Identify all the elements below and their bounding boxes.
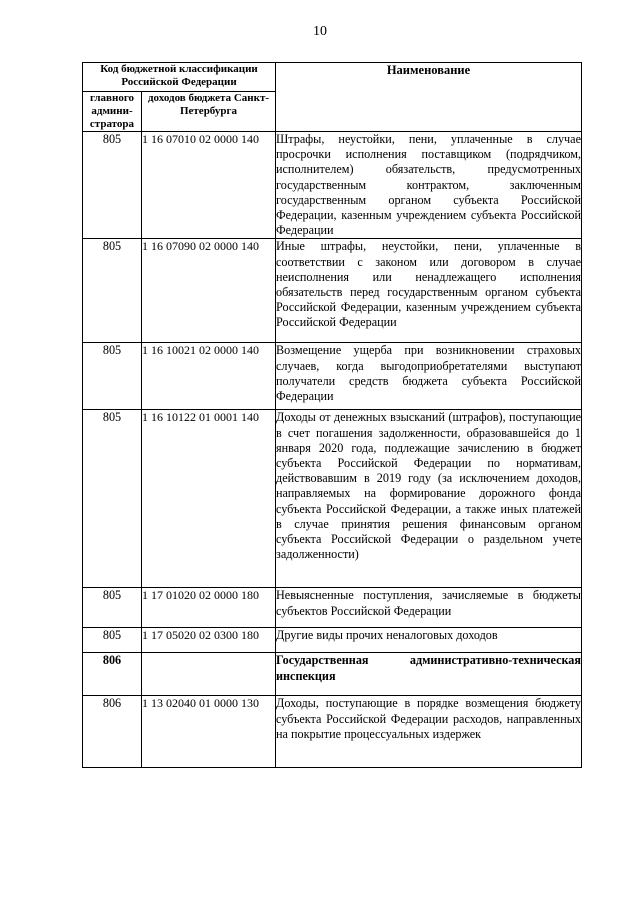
table-row xyxy=(83,588,582,628)
table-header-row xyxy=(83,63,582,92)
cell-admin-code: 805 xyxy=(83,588,142,628)
header-budget-classification-code: Код бюджетной классификации Российской Федерации xyxy=(83,63,276,92)
cell-income-code xyxy=(142,653,276,696)
table-row xyxy=(83,239,582,343)
cell-admin-code: 805 xyxy=(83,628,142,653)
cell-admin-code: 805 xyxy=(83,343,142,410)
cell-admin-code: 806 xyxy=(83,653,142,696)
cell-income-code: 1 17 05020 02 0300 180 xyxy=(142,628,276,653)
cell-name: Возмещение ущерба при возникновении страховых случаев, когда выгодоприобретателями выступают получатели средств бюджета субъекта Российской Федерации xyxy=(276,343,582,410)
table-row xyxy=(83,696,582,768)
table-row xyxy=(83,343,582,410)
cell-income-code: 1 17 01020 02 0000 180 xyxy=(142,588,276,628)
table-row xyxy=(83,410,582,588)
header-name: Наименование xyxy=(276,63,582,132)
cell-name: Невыясненные поступления, зачисляемые в бюджеты субъектов Российской Федерации xyxy=(276,588,582,628)
budget-classification-table xyxy=(82,62,582,768)
cell-admin-code: 805 xyxy=(83,132,142,239)
cell-income-code: 1 16 10122 01 0001 140 xyxy=(142,410,276,588)
table-row-section-heading xyxy=(83,653,582,696)
cell-name: Государственная административно-техническая инспекция xyxy=(276,653,582,696)
cell-income-code: 1 16 10021 02 0000 140 xyxy=(142,343,276,410)
cell-name: Доходы, поступающие в порядке возмещения бюджету субъекта Российской Федерации расходов, направленных на покрытие процессуальных издержек xyxy=(276,696,582,768)
cell-admin-code: 805 xyxy=(83,410,142,588)
cell-income-code: 1 13 02040 01 0000 130 xyxy=(142,696,276,768)
table-row xyxy=(83,628,582,653)
page-number: 10 xyxy=(313,24,327,39)
cell-name: Штрафы, неустойки, пени, уплаченные в случае просрочки исполнения поставщиком (подрядчиком, исполнителем) обязательств, предусмотренных государственным контрактом, заключенным государственным органом субъекта Российской Федерации, казенным учреждением субъекта Российской Федерации xyxy=(276,132,581,238)
cell-admin-code: 806 xyxy=(83,696,142,768)
cell-name: Другие виды прочих неналоговых доходов xyxy=(276,628,582,653)
table-row xyxy=(83,132,582,239)
cell-income-code: 1 16 07090 02 0000 140 xyxy=(142,239,276,343)
cell-income-code: 1 16 07010 02 0000 140 xyxy=(142,132,276,239)
cell-name: Доходы от денежных взысканий (штрафов), поступающие в счет погашения задолженности, образовавшейся до 1 января 2020 года, подлежащие зачислению в бюджет субъекта Российской Федерации по нормативам, действовавшим в 2019 году (за исключением доходов, направляемых на формирование дорожного фонда субъекта Российской Федерации, а также иных платежей в случае принятия решения финансовым органом субъекта Российской Федерации о раздельном учете задолженности) xyxy=(276,410,582,588)
cell-admin-code: 805 xyxy=(83,239,142,343)
header-budget-income: доходов бюджета Санкт-Петербурга xyxy=(142,92,276,132)
header-main-administrator: главного админи-стратора xyxy=(83,92,142,132)
cell-name: Иные штрафы, неустойки, пени, уплаченные в соответствии с законом или договором в случае неисполнения или ненадлежащего исполнения обязательств перед государственным органом субъекта Российской Федерации, казенным учреждением субъекта Российской Федерации xyxy=(276,239,582,343)
